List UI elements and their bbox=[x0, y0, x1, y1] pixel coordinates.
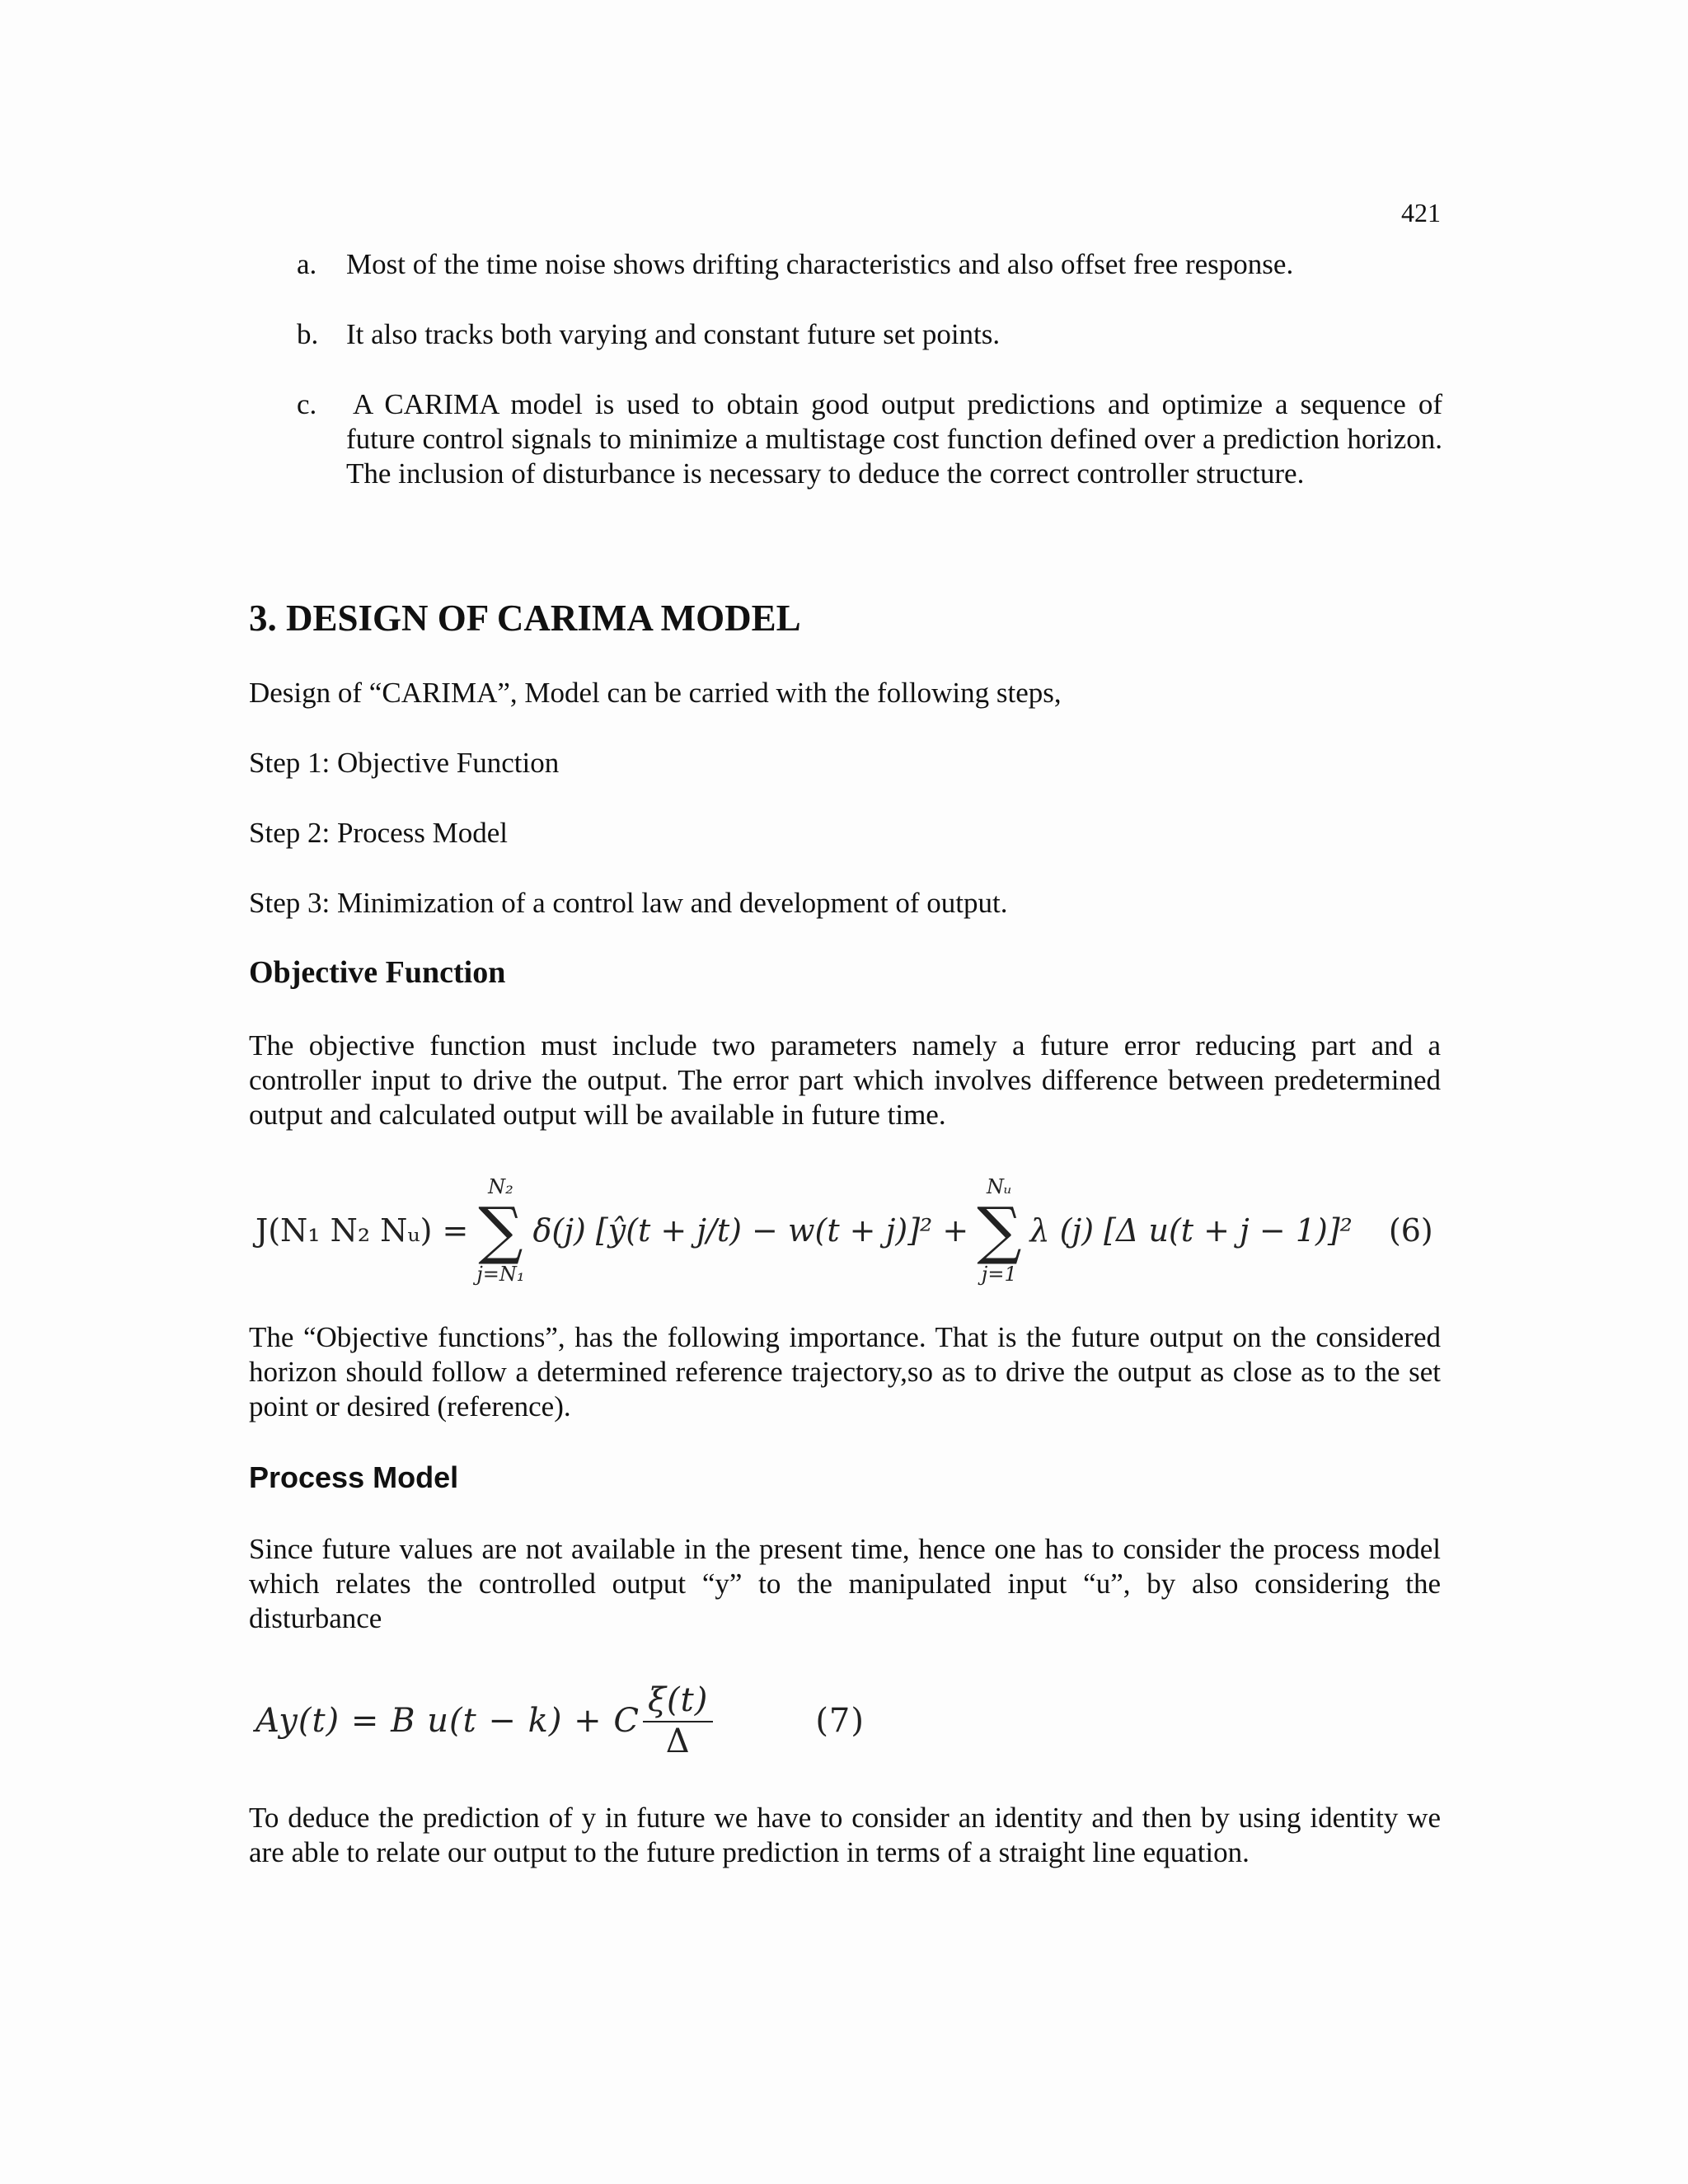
list-label: a. bbox=[297, 248, 317, 280]
sum1-lower: j=N₁ bbox=[476, 1263, 525, 1286]
objective-para-1: The objective function must include two parameters namely a future error reducing part and a controller input to drive the output. The error part which involves difference between predetermined output and calculated output will be available in future time. bbox=[249, 1029, 1441, 1131]
eq7-frac-den: Δ bbox=[665, 1722, 691, 1760]
eq6-lhs: J(N₁ N₂ Nᵤ) = bbox=[256, 1212, 469, 1249]
list-item bbox=[297, 387, 1442, 491]
eq7-number: (7) bbox=[815, 1702, 865, 1740]
list-label: c. bbox=[297, 388, 317, 420]
list-text: Most of the time noise shows drifting characteristics and also offset free response. bbox=[346, 248, 1294, 280]
page-number: 421 bbox=[1401, 198, 1441, 227]
eq7-fraction bbox=[643, 1681, 713, 1760]
step-1: Step 1: Objective Function bbox=[249, 747, 560, 779]
step-2: Step 2: Process Model bbox=[249, 817, 509, 849]
eq6-term2: λ (j) [Δ u(t + j − 1)]² bbox=[1029, 1212, 1353, 1249]
sigma-icon: ∑ bbox=[478, 1193, 523, 1267]
equation-7 bbox=[256, 1681, 865, 1760]
eq6-term1: δ(j) [ŷ(t + j/t) − w(t + j)]² + bbox=[532, 1212, 969, 1249]
eq7-frac-num: ξ(t) bbox=[643, 1681, 713, 1722]
list-text: A CARIMA model is used to obtain good output predictions and optimize a sequence of future control signals to minimize a multistage cost function defined over a prediction horizon. The inclusion of disturbance is necessary to deduce the correct controller structure. bbox=[346, 388, 1442, 490]
eq6-number: (6) bbox=[1388, 1212, 1433, 1249]
equation-6 bbox=[256, 1174, 1433, 1286]
section-title: 3. DESIGN OF CARIMA MODEL bbox=[249, 598, 801, 639]
objective-heading: Objective Function bbox=[249, 955, 506, 990]
list-label: b. bbox=[297, 318, 319, 350]
process-para-1: Since future values are not available in the present time, hence one has to consider the process model which relates the controlled output “y” to the manipulated input “u”, by also considering the disturbance bbox=[249, 1533, 1441, 1634]
process-heading: Process Model bbox=[249, 1460, 459, 1494]
sum2-upper: Nᵤ bbox=[987, 1175, 1012, 1198]
list-text: It also tracks both varying and constant future set points. bbox=[346, 318, 1001, 350]
list-item bbox=[297, 317, 1442, 352]
section-intro: Design of “CARIMA”, Model can be carried with the following steps, bbox=[249, 677, 1062, 709]
property-list bbox=[297, 247, 1442, 527]
objective-para-2: The “Objective functions”, has the following importance. That is the future output on the considered horizon should follow a determined reference trajectory,so as to drive the output as close as to the set point or desired (reference). bbox=[249, 1321, 1441, 1422]
sum2-lower: j=1 bbox=[981, 1263, 1017, 1286]
list-item bbox=[297, 247, 1442, 282]
eq7-lhs: Ay(t) = B u(t − k) + C bbox=[256, 1702, 640, 1740]
summation-2 bbox=[977, 1174, 1021, 1286]
sigma-icon: ∑ bbox=[977, 1193, 1022, 1267]
process-para-2: To deduce the prediction of y in future we have to consider an identity and then by using identity we are able to relate our output to the future prediction in terms of a straight line equation. bbox=[249, 1802, 1441, 1868]
summation-1 bbox=[476, 1174, 524, 1286]
step-3: Step 3: Minimization of a control law and development of output. bbox=[249, 887, 1008, 919]
sum1-upper: N₂ bbox=[488, 1175, 513, 1198]
